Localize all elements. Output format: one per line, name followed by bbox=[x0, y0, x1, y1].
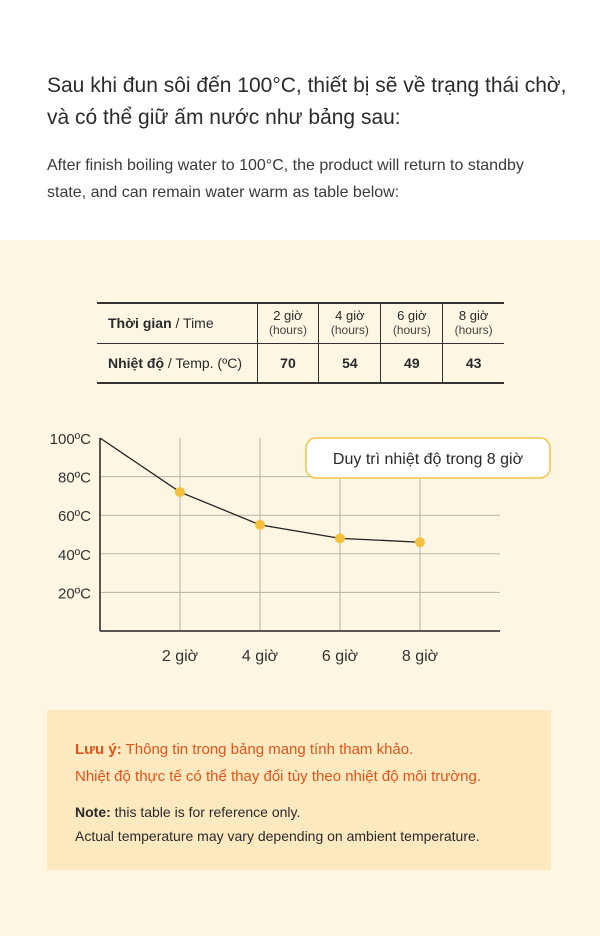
hour-label: 4 giờ bbox=[335, 308, 365, 324]
note-english bbox=[75, 800, 523, 848]
note-vi-label: Lưu ý: bbox=[75, 741, 122, 758]
table-row-temp bbox=[97, 343, 504, 383]
note-en-line2: Actual temperature may vary depending on ambient temperature. bbox=[75, 828, 480, 844]
data-point bbox=[175, 487, 185, 497]
temperature-table bbox=[97, 302, 504, 384]
note-vietnamese bbox=[75, 736, 523, 790]
hour-unit: (hours) bbox=[268, 323, 307, 338]
note-en-label: Note: bbox=[75, 804, 111, 820]
data-point bbox=[335, 533, 345, 543]
callout-text: Duy trì nhiệt độ trong 8 giờ bbox=[332, 451, 524, 468]
intro-section bbox=[0, 0, 600, 240]
intro-vietnamese: Sau khi đun sôi đến 100°C, thiết bị sẽ về trạng thái chờ, và có thể giữ ấm nước như bảng sau: bbox=[47, 74, 567, 129]
hour-unit: (hours) bbox=[392, 323, 431, 338]
temp-value-cell: 49 bbox=[381, 343, 443, 383]
note-vi-line1: Thông tin trong bảng mang tính tham khảo. bbox=[121, 741, 414, 758]
hour-unit: (hours) bbox=[330, 323, 369, 338]
x-tick-label: 8 giờ bbox=[401, 648, 439, 665]
time-header bbox=[97, 303, 257, 343]
x-tick-label: 6 giờ bbox=[321, 648, 359, 665]
hour-cell bbox=[319, 303, 381, 343]
temperature-chart bbox=[0, 420, 600, 680]
y-tick-label: 100ºC bbox=[49, 431, 91, 448]
y-tick-label: 60ºC bbox=[58, 508, 91, 526]
y-tick-label: 80ºC bbox=[58, 469, 91, 487]
note-box bbox=[47, 710, 551, 870]
x-tick-label: 2 giờ bbox=[161, 648, 199, 665]
data-point bbox=[415, 537, 425, 547]
temp-label-en: / Temp. (ºC) bbox=[164, 354, 242, 371]
note-en-line1: this table is for reference only. bbox=[110, 804, 301, 820]
hour-label: 2 giờ bbox=[273, 308, 303, 324]
y-tick-label: 40ºC bbox=[58, 546, 91, 564]
intro-english: After finish boiling water to 100°C, the product will return to standby state, and can remain water warm as table below: bbox=[47, 157, 524, 201]
temp-value-cell: 54 bbox=[319, 343, 381, 383]
temp-value-cell: 43 bbox=[443, 343, 504, 383]
temp-header bbox=[97, 343, 257, 383]
time-label-vi: Thời gian bbox=[108, 315, 172, 332]
x-tick-label: 4 giờ bbox=[241, 648, 279, 665]
temp-value-cell: 70 bbox=[257, 343, 319, 383]
y-tick-label: 20ºC bbox=[58, 585, 91, 603]
hour-label: 8 giờ bbox=[458, 308, 489, 324]
hour-cell bbox=[443, 303, 504, 343]
note-vi-line2: Nhiệt độ thực tế có thể thay đổi tùy theo nhiệt độ môi trường. bbox=[75, 768, 481, 785]
hour-unit: (hours) bbox=[454, 323, 493, 338]
data-point bbox=[255, 520, 265, 530]
hour-cell bbox=[381, 303, 443, 343]
temp-label-vi: Nhiệt độ bbox=[108, 354, 164, 371]
hour-label: 6 giờ bbox=[397, 308, 427, 324]
hour-cell bbox=[257, 303, 319, 343]
table-row-time bbox=[97, 303, 504, 343]
time-label-en: / Time bbox=[171, 315, 214, 332]
